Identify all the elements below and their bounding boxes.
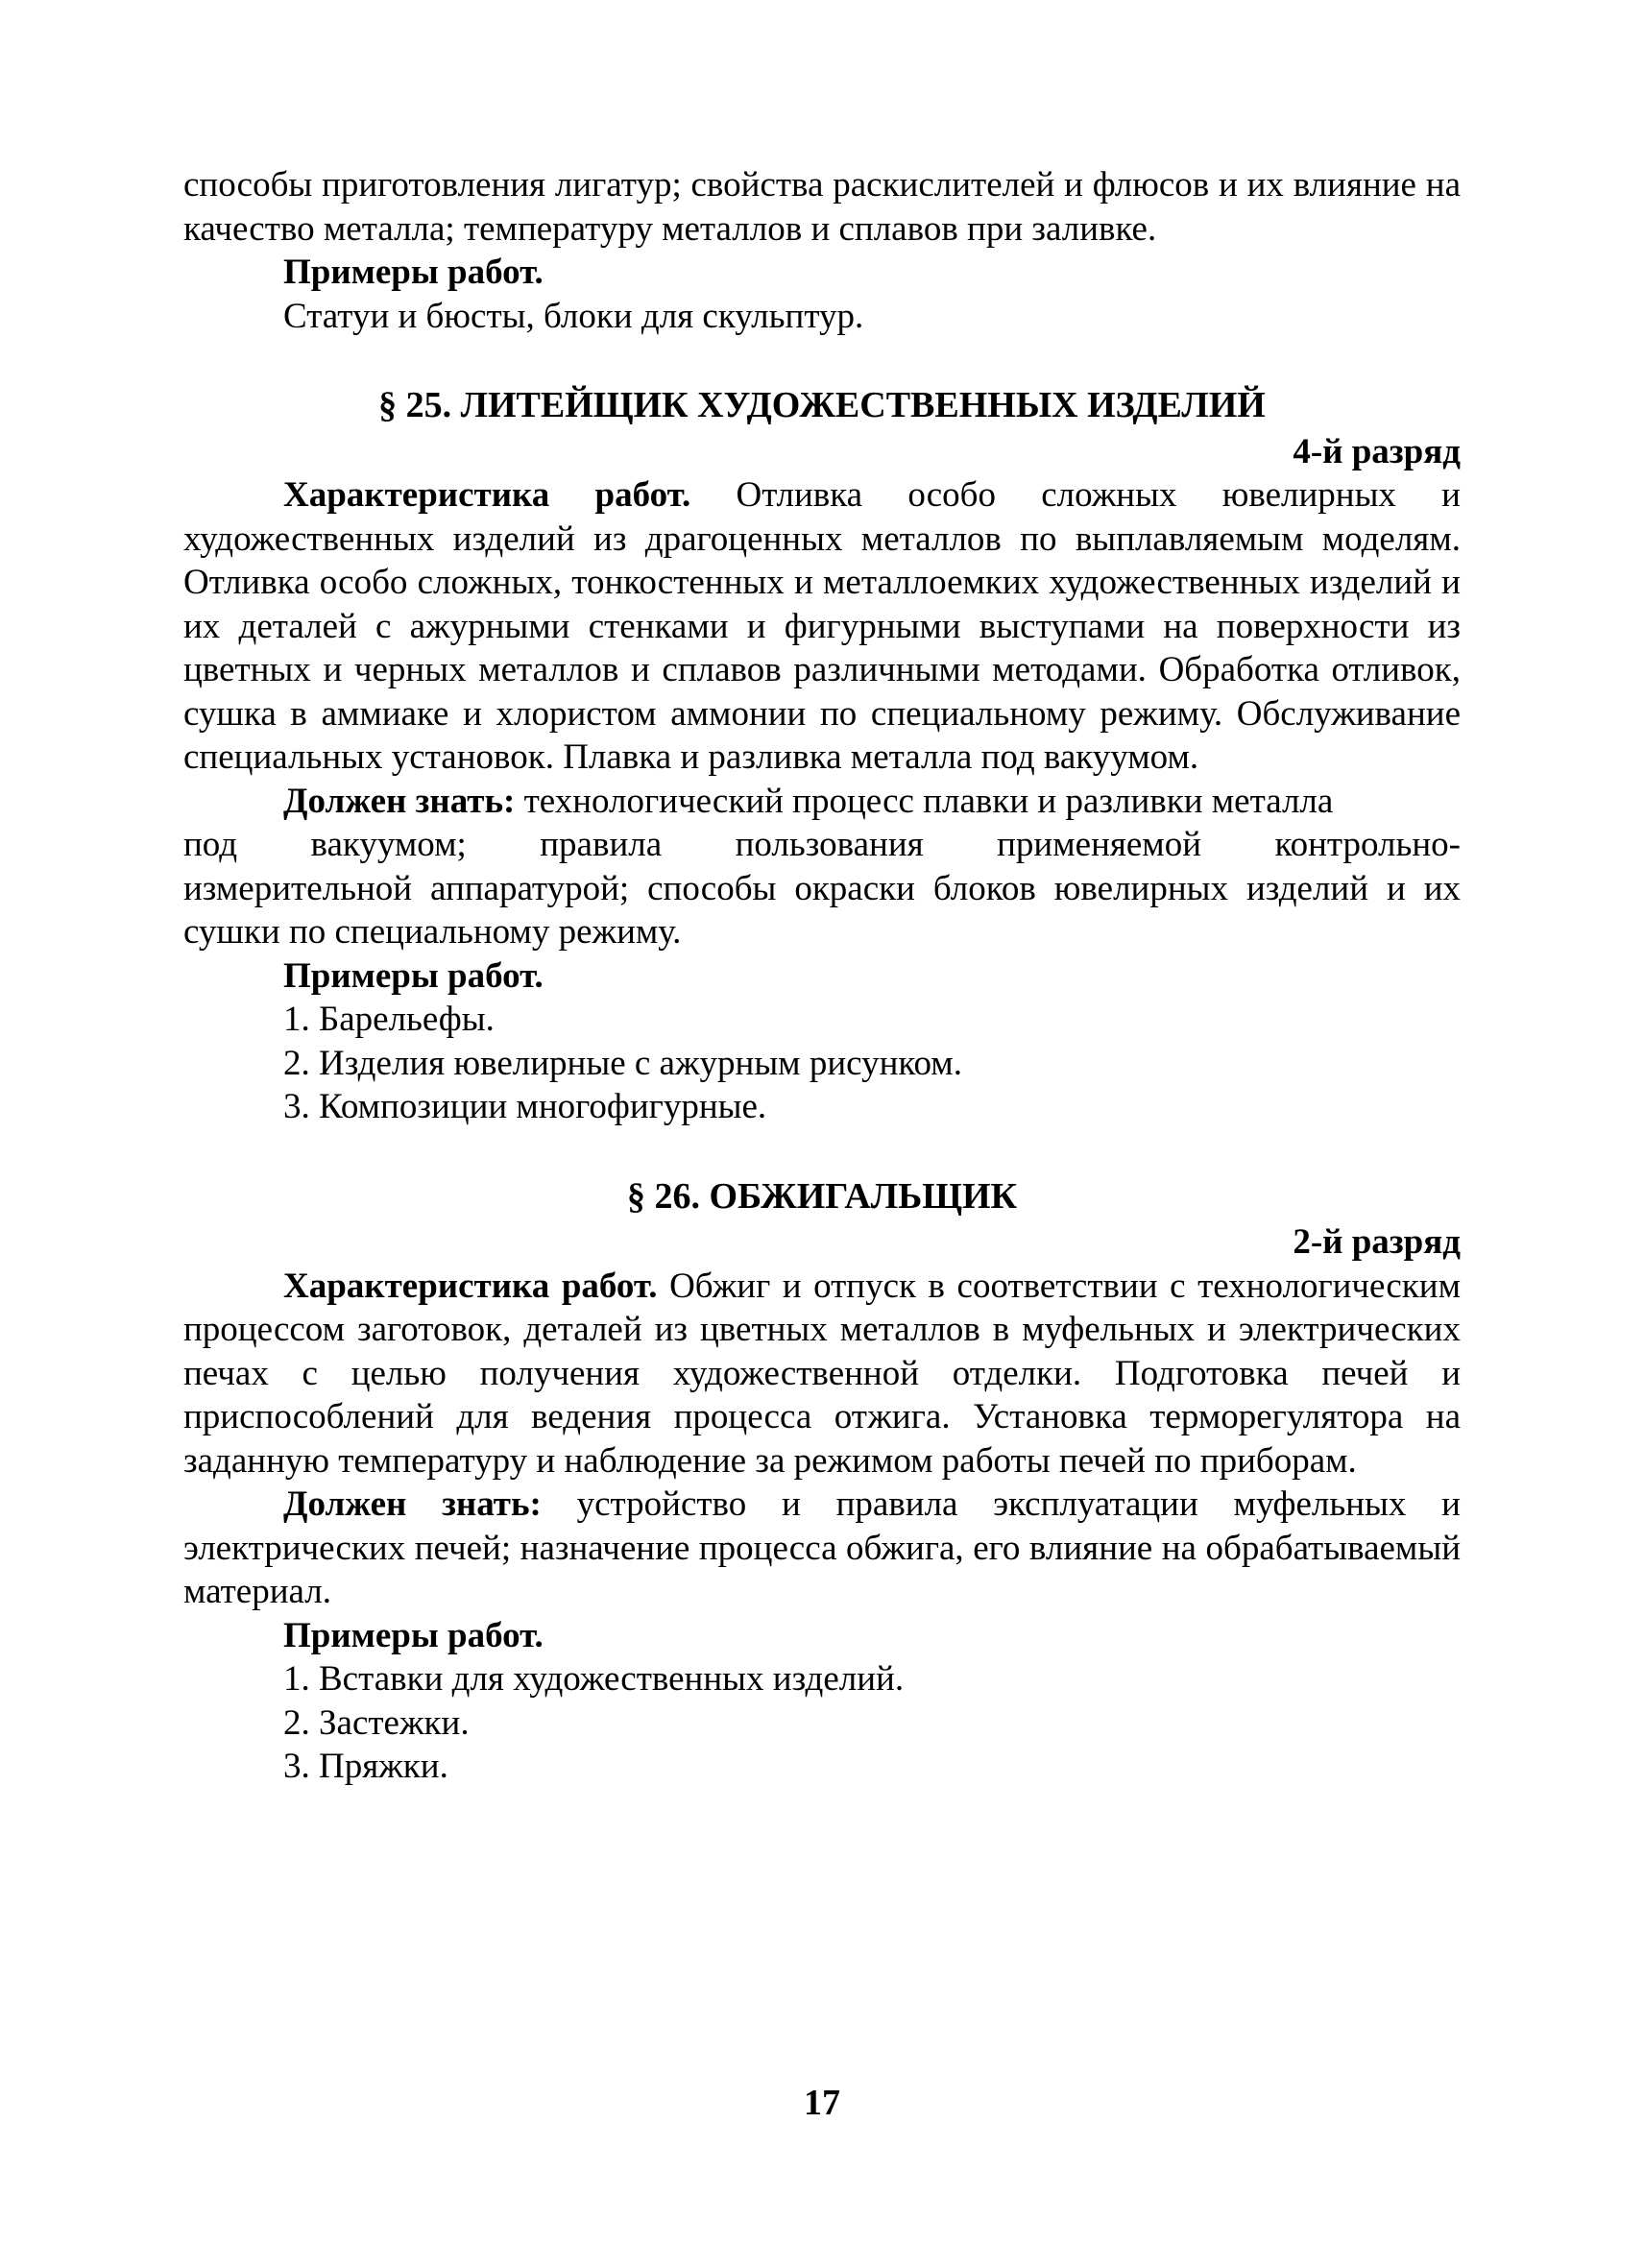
section-25-knowledge-first-line: [183, 780, 1461, 824]
section-25-knowledge-spread-line: [183, 823, 1461, 867]
section-25-characteristics: [183, 473, 1461, 780]
section-26-rank: 2-й разряд: [1293, 1222, 1461, 1262]
intro-examples-label: Примеры работ.: [283, 253, 544, 292]
list-item: 3. Пряжки.: [283, 1747, 448, 1786]
knowledge-word: правила: [540, 825, 663, 864]
section-26-examples-label: Примеры работ.: [283, 1615, 544, 1655]
characteristics-label: Характеристика работ.: [283, 475, 691, 515]
list-item: 3. Композиции многофигурные.: [283, 1087, 767, 1126]
page-number: 17: [804, 2083, 840, 2123]
characteristics-label: Характеристика работ.: [283, 1266, 658, 1306]
section-26-characteristics: [183, 1265, 1461, 1484]
section-26-heading: § 26. ОБЖИГАЛЬЩИК: [626, 1175, 1018, 1217]
section-25-heading: § 25. ЛИТЕЙЩИК ХУДОЖЕСТВЕННЫХ ИЗДЕЛИЙ: [378, 385, 1266, 425]
list-item: 1. Барельефы.: [283, 1000, 495, 1039]
knowledge-text: устройство и правила эксплуатации муфельных и электрических печей; назначение процесса обжига, его влияние на обрабатываемый материал.: [183, 1484, 1461, 1611]
intro-examples-text: Статуи и бюсты, блоки для скульптур.: [283, 296, 864, 336]
knowledge-word: пользования: [735, 825, 924, 864]
section-25-rank: 4-й разряд: [1293, 431, 1461, 471]
section-26-knowledge: [183, 1483, 1461, 1614]
characteristics-text: Обжиг и отпуск в соответствии с технологическим процессом заготовок, деталей из цветных металлов в муфельных и электрических печах с целью получения художественной отделки. Подготовка печей и приспособлений для ведения процесса отжига. Установка терморегулятора на заданную температуру и наблюдение за режимом работы печей по приборам.: [183, 1266, 1461, 1481]
section-25-examples-label: Примеры работ.: [283, 955, 544, 996]
knowledge-label: Должен знать:: [283, 781, 516, 821]
knowledge-label: Должен знать:: [283, 1484, 542, 1524]
knowledge-text: технологический процесс плавки и разливки металла: [515, 781, 1334, 821]
knowledge-word: вакуумом;: [310, 825, 467, 864]
knowledge-word: под: [183, 825, 238, 864]
knowledge-word: контрольно-: [1274, 825, 1461, 864]
intro-paragraph: способы приготовления лигатур; свойства раскислителей и флюсов и их влияние на качество металла; температуру металлов и сплавов при заливке.: [183, 165, 1461, 249]
page-content: [183, 163, 1461, 1789]
characteristics-text: Отливка особо сложных ювелирных и художественных изделий из драгоценных металлов по выплавляемым моделям. Отливка особо сложных, тонкостенных и металлоемких художественных изделий и их деталей с ажурными стенками и фигурными выступами на поверхности из цветных и черных металлов и сплавов различными методами. Обработка отливок, сушка в аммиаке и хлористом аммонии по специальному режиму. Обслуживание специальных установок. Плавка и разливка металла под вакуумом.: [183, 475, 1461, 777]
knowledge-word: применяемой: [997, 825, 1202, 864]
list-item: 2. Изделия ювелирные с ажурным рисунком.: [283, 1043, 962, 1083]
list-item: 2. Застежки.: [283, 1702, 470, 1743]
section-25-knowledge-rest: измерительной аппаратурой; способы окраски блоков ювелирных изделий и их сушки по специальному режиму.: [183, 868, 1461, 952]
list-item: 1. Вставки для художественных изделий.: [283, 1659, 905, 1699]
